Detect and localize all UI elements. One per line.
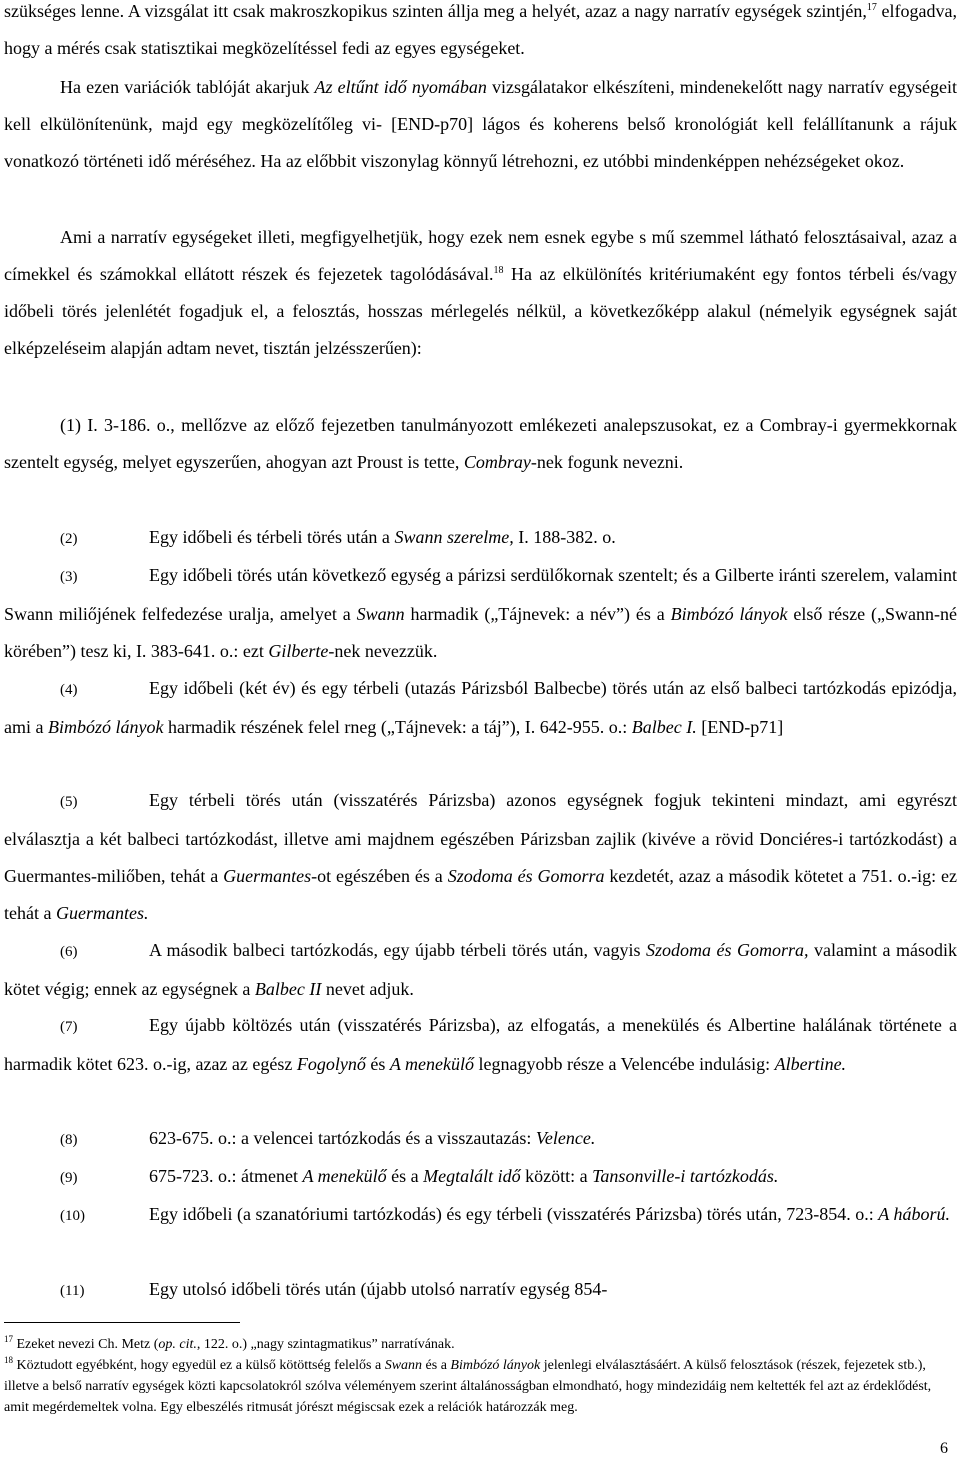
book-title: A menekülő [389, 1054, 475, 1074]
book-title: Bimbózó lányok [47, 717, 164, 737]
book-title: Az eltűnt idő nyomában [314, 77, 487, 97]
list-item-8 [4, 1120, 957, 1159]
unit-name: Balbec I. [631, 717, 697, 737]
text: Egy térbeli törés után (visszatérés Párizsba) azonos egységnek fogjuk tekinteni mindazt, ami egyrészt elválasztja a két balbeci tartózkodást, illetve ami majdnem egészében Párizsban zajlik (kivéve a rövid Donciéres-i tartózkodást) a Guermantes-miliőben, tehát a [4, 790, 957, 886]
book-title: Szodoma és Gomorra [447, 866, 605, 886]
paragraph-variations [4, 69, 957, 180]
text: (1) I. 3-186. o., mellőzve az előző fejezetben tanulmányozott emlékezeti analepszusokat, ez a Combray-i gyermekkornak szentelt egység, melyet egyszerűen, ahogyan azt Proust is tette, [4, 415, 957, 472]
unit-name: Guermantes. [55, 903, 149, 923]
text: között: a [520, 1166, 593, 1186]
footnote-mark: 18 [4, 1355, 13, 1365]
list-item-4 [4, 670, 957, 746]
text: első része („Swann-né körében”) tesz ki, I. 383-641. o.: ezt [4, 604, 957, 661]
unit-name: Velence. [535, 1128, 596, 1148]
list-item-2 [4, 519, 957, 558]
text: 675-723. o.: átmenet [149, 1166, 303, 1186]
text: jelenlegi elválasztásáért. A külső felosztások (részek, fejezetek stb.), illetve a belső narratív egységek közti kapcsolatokról szólva véleményem szerint általánosságban elmondható, hogy mindezidáig nem keltették fel azt az érdeklődést, amit megérdemeltek volna. Egy elbeszélés ritmusát jórészt mégiscsak ezek a relációk határozzák meg. [4, 1358, 932, 1415]
item-number: (6) [60, 944, 78, 960]
text: és a [422, 1358, 451, 1373]
item-number: (9) [60, 1170, 78, 1186]
text: Köztudott egyébként, hogy egyedül ez a külső kötöttség felelős a [13, 1358, 385, 1373]
book-title: Bimbózó lányok [670, 604, 788, 624]
text: [END-p71] [696, 717, 784, 737]
text: Ha ezen variációk tablóját akarjuk [60, 77, 315, 97]
list-item-5 [4, 782, 957, 932]
citation: op. cit. [158, 1337, 197, 1352]
footnote-mark: 17 [4, 1334, 13, 1344]
list-item-10 [4, 1196, 957, 1235]
text: 623-675. o.: a velencei tartózkodás és a visszautazás: [149, 1128, 536, 1148]
item-number: (3) [60, 569, 78, 585]
text: harmadik részének felel rneg („Tájnevek: a táj”), I. 642-955. o.: [163, 717, 632, 737]
text: kezdetét, azaz a második kötetet a 751. o.-ig: ez tehát a [4, 866, 957, 923]
text: Ha az elkülönítés kritériumaként egy fontos térbeli és/vagy időbeli törés jelenlétét fogadjuk el, a felosztás, hosszas mérlegelés nélkül, a következőképp alakul (némelyik egységnek saját elképzeléseim alapján adtam nevet, tisztán jelzésszerűen): [4, 264, 957, 358]
text: , 122. o.) „nagy szintagmatikus” narratívának. [196, 1337, 455, 1352]
list-item-1 [4, 407, 957, 481]
text: harmadik („Tájnevek: a név”) és a [404, 604, 671, 624]
list-item-11 [4, 1271, 957, 1310]
text: és [365, 1054, 390, 1074]
text: Ami a narratív egységeket illeti, megfigyelhetjük, hogy ezek nem esnek egybe s mű szemmel látható felosztásaival, azaz a címekkel és számokkal ellátott részek és fejezetek tagolódásával. [4, 227, 957, 284]
list-item-3 [4, 557, 957, 670]
text: szükséges lenne. A vizsgálat itt csak makroszkopikus szinten állja meg a helyét, azaz a nagy narratív egységek szintjén, [4, 1, 867, 21]
unit-name: Swann szerelme, [394, 527, 514, 547]
text: legnagyobb része a Velencébe indulásig: [474, 1054, 775, 1074]
list-item-9 [4, 1158, 957, 1197]
text: I. 188-382. o. [513, 527, 616, 547]
unit-name: Combray [463, 452, 531, 472]
unit-name: Gilberte [268, 641, 329, 661]
footnote-17 [4, 1334, 957, 1355]
text: Egy időbeli (a szanatóriumi tartózkodás) és egy térbeli (visszatérés Párizsba) törés után, 723-854. o.: [149, 1204, 879, 1224]
text: vizsgálatakor elkészíteni, mindenekelőtt nagy narratív egységeit kell elkülönítenünk, majd egy megközelítőleg vi- [END-p70] lágos és koherens belső kronológiát kell felállítanunk a rájuk vonatkozó történeti idő méréséhez. Ha az előbbit viszonylag könnyű létrehozni, ez utóbbi mindenképpen nehézségeket okoz. [4, 77, 957, 171]
text: -ot egészében és a [311, 866, 448, 886]
text: Egy utolsó időbeli törés után (újabb utolsó narratív egység 854- [149, 1279, 608, 1299]
text: Egy időbeli törés után következő egység a párizsi serdülőkornak szentelt; és a Gilberte iránti szerelem, valamint Swann miliőjének felfedezése uralja, amelyet a [4, 565, 957, 624]
text: Ezeket nevezi Ch. Metz ( [13, 1337, 159, 1352]
text: Egy időbeli (két év) és egy térbeli (utazás Párizsból Balbecbe) törés után az első balbeci tartózkodás epizódja, ami a [4, 678, 957, 737]
book-title: Bimbózó lányok [450, 1358, 541, 1373]
footnote-18 [4, 1355, 957, 1418]
paragraph-continued [4, 0, 957, 67]
footnote-ref-17[interactable]: 17 [866, 2, 877, 13]
book-title: Szodoma és Gomorra, [645, 940, 809, 960]
footnote-ref-18[interactable]: 18 [493, 265, 504, 276]
book-title: Guermantes [223, 866, 312, 886]
item-number: (7) [60, 1019, 78, 1035]
unit-name: A háború. [878, 1204, 950, 1224]
item-number: (5) [60, 794, 78, 810]
item-number: (4) [60, 682, 78, 698]
text: -nek nevezzük. [328, 641, 438, 661]
book-title: Swann [356, 604, 405, 624]
text: Egy időbeli és térbeli törés után a [149, 527, 395, 547]
footnote-separator [4, 1322, 240, 1323]
unit-name: Balbec II [254, 979, 322, 999]
book-title: Fogolynő [296, 1054, 366, 1074]
item-number: (11) [60, 1283, 85, 1299]
text: elfogadva, hogy a mérés csak statisztikai megközelítéssel fedi az egyes egységeket. [4, 1, 957, 58]
text: -nek fogunk nevezni. [530, 452, 684, 472]
text: A második balbeci tartózkodás, egy újabb térbeli törés után, vagyis [149, 940, 646, 960]
list-item-6 [4, 932, 957, 1008]
book-title: Swann [384, 1358, 423, 1373]
page-number: 6 [940, 1440, 948, 1457]
unit-name: Tansonville-i tartózkodás. [592, 1166, 779, 1186]
item-number: (10) [60, 1208, 85, 1224]
item-number: (2) [60, 531, 78, 547]
book-title: Megtalált idő [423, 1166, 521, 1186]
text: nevet adjuk. [321, 979, 414, 999]
text: és a [386, 1166, 424, 1186]
text: Egy újabb költözés után (visszatérés Párizsba), az elfogatás, a menekülés és Albertine halálának története a harmadik kötet 623. o.-ig, azaz az egész [4, 1015, 957, 1074]
book-title: A menekülő [302, 1166, 387, 1186]
text: valamint a második kötet végig; ennek az egységnek a [4, 940, 957, 999]
paragraph-narrative-units [4, 219, 957, 367]
item-number: (8) [60, 1132, 78, 1148]
unit-name: Albertine. [774, 1054, 847, 1074]
list-item-7 [4, 1007, 957, 1083]
